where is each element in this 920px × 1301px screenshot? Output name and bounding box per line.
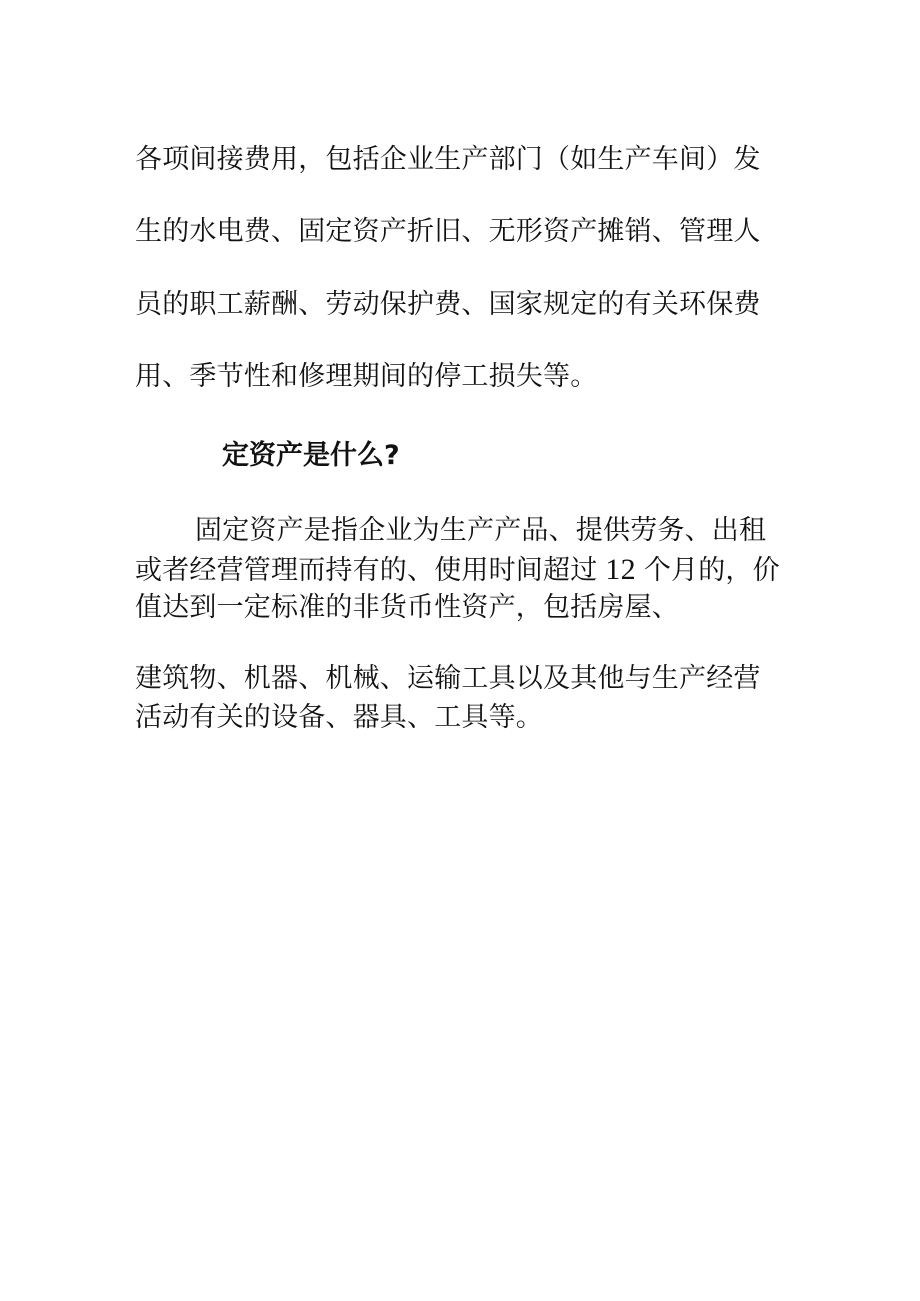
paragraph-2-line-5: 活动有关的设备、器具、工具等。 <box>135 702 543 733</box>
paragraph-1-line-1: 各项间接费用，包括企业生产部门（如生产车间）发 <box>135 144 761 175</box>
paragraph-2-line-2-text-b: 个月的，价 <box>643 555 780 586</box>
paragraph-1-line-3: 员的职工薪酬、劳动保护费、国家规定的有关环保费 <box>135 289 761 320</box>
paragraph-2-line-2 <box>135 552 780 589</box>
paragraph-2-line-3: 值达到一定标准的非货币性资产，包括房屋、 <box>135 592 679 623</box>
paragraph-2-line-2-text-a: 或者经营管理而持有的、使用时间超过 <box>135 555 598 586</box>
paragraph-2-number: 12 <box>605 553 636 586</box>
paragraph-2-line-1: 固定资产是指企业为生产产品、提供劳务、出租 <box>195 515 767 546</box>
section-heading: 定资产是什么? <box>222 440 400 471</box>
paragraph-1-line-4: 用、季节性和修理期间的停工损失等。 <box>135 361 598 392</box>
paragraph-2-line-4: 建筑物、机器、机械、运输工具以及其他与生产经营 <box>135 663 761 694</box>
paragraph-1-line-2: 生的水电费、固定资产折旧、无形资产摊销、管理人 <box>135 216 761 247</box>
